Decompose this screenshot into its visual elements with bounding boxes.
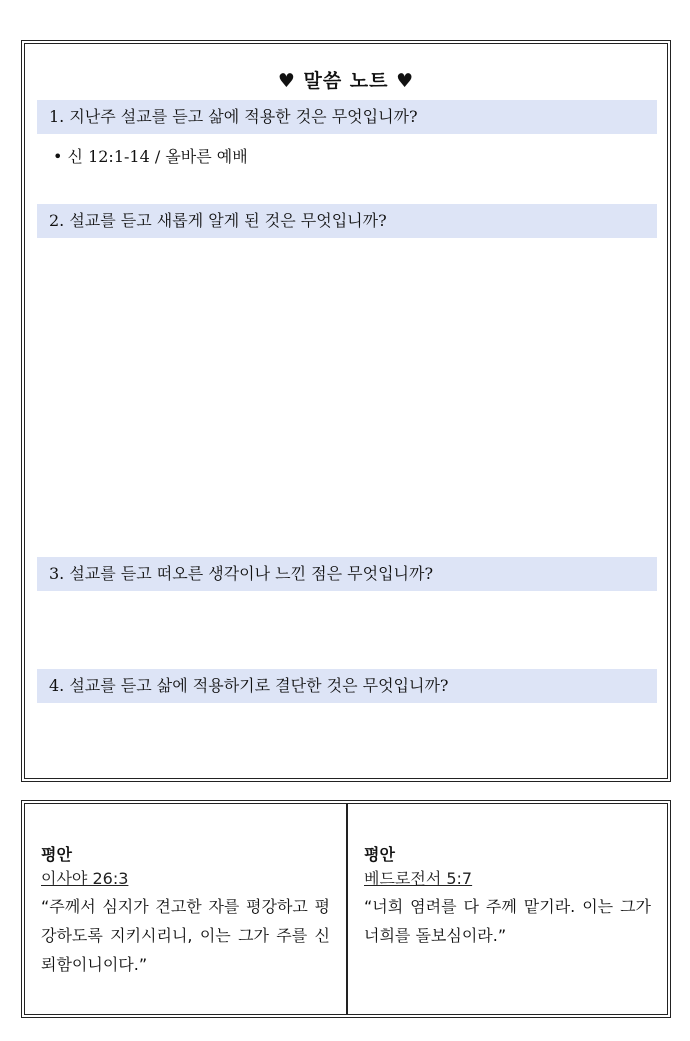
verse-box bbox=[21, 800, 671, 1018]
verse-quote: “너희 염려를 다 주께 맡기라. 이는 그가 너희를 돌보심이라.” bbox=[364, 897, 651, 945]
verse-reference: 이사야 26:3 bbox=[41, 869, 129, 888]
verse-card-right bbox=[348, 804, 667, 1014]
verse-heading: 평안 bbox=[41, 845, 72, 864]
note-title-text: 말씀 노트 bbox=[303, 70, 389, 92]
verse-reference: 베드로전서 5:7 bbox=[364, 869, 473, 888]
heart-icon: ♥ bbox=[277, 70, 296, 92]
verse-quote: “주께서 심지가 견고한 자를 평강하고 평강하도록 지키시리니, 이는 그가 주를 신뢰함이니이다.” bbox=[41, 897, 330, 974]
question-1-answer: • 신 12:1-14 / 올바른 예배 bbox=[53, 147, 248, 166]
heart-icon: ♥ bbox=[396, 70, 415, 92]
question-3: 3. 설교를 듣고 떠오른 생각이나 느낀 점은 무엇입니까? bbox=[37, 557, 657, 591]
question-1: 1. 지난주 설교를 듣고 삶에 적용한 것은 무엇입니까? bbox=[37, 100, 657, 134]
question-2: 2. 설교를 듣고 새롭게 알게 된 것은 무엇입니까? bbox=[37, 204, 657, 238]
verse-card-left bbox=[25, 804, 348, 1014]
note-title bbox=[25, 66, 667, 93]
question-4: 4. 설교를 듣고 삶에 적용하기로 결단한 것은 무엇입니까? bbox=[37, 669, 657, 703]
verse-heading: 평안 bbox=[364, 845, 395, 864]
sermon-note-box bbox=[21, 40, 671, 782]
